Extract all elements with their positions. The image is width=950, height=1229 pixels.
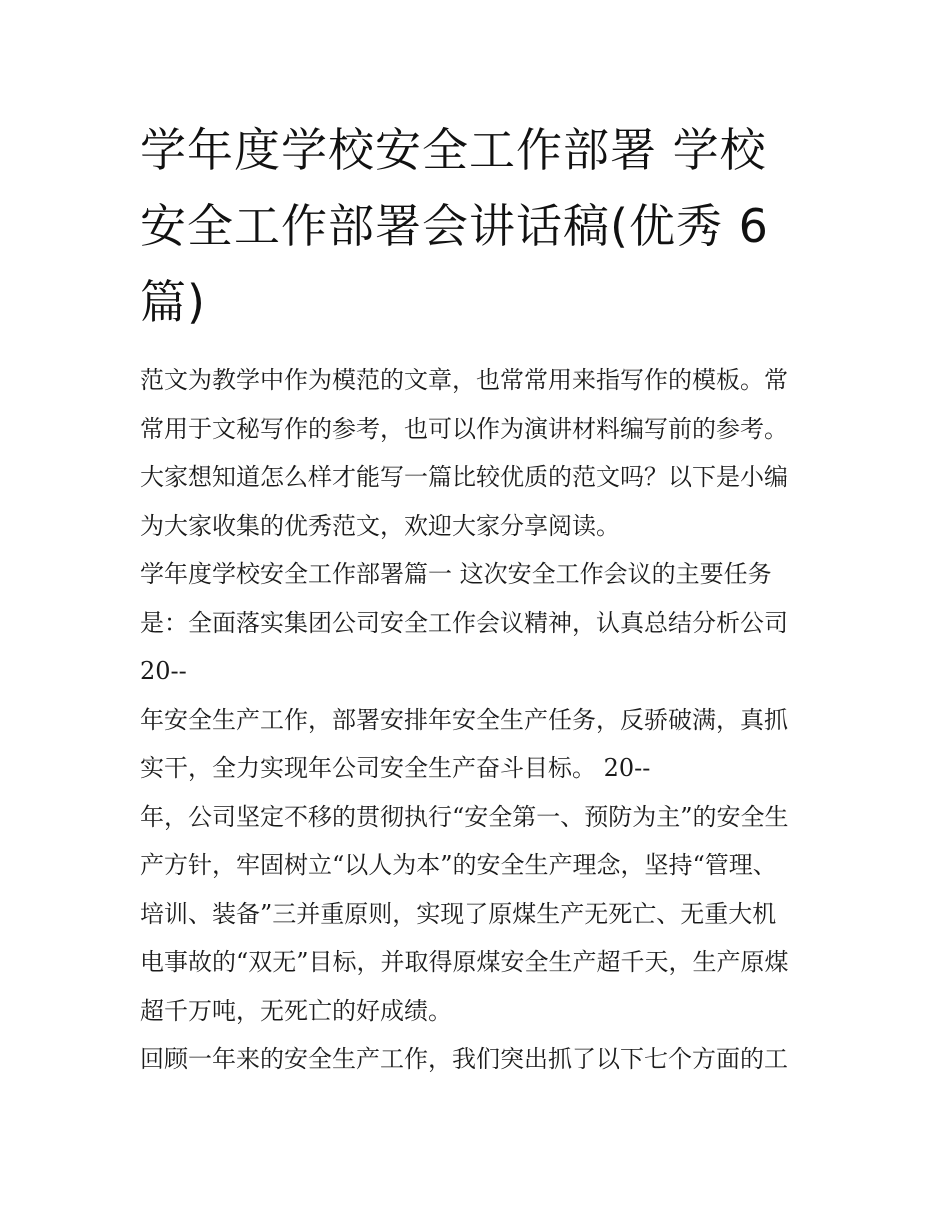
body-line: 年安全生产工作，部署安排年安全生产任务，反骄破满，真抓 — [140, 705, 788, 734]
body-line: 为大家收集的优秀范文，欢迎大家分享阅读。 — [140, 511, 620, 540]
title-line: 篇) — [140, 275, 206, 329]
body-line: 20-- — [140, 657, 187, 685]
body-line: 年，公司坚定不移的贯彻执行“安全第一、预防为主”的安全生 — [140, 802, 789, 831]
body-line: 范文为教学中作为模范的文章，也常常用来指写作的模板。常 — [140, 366, 788, 394]
title-line: 安全工作部署会讲话稿(优秀 6 — [140, 199, 769, 253]
body-line: 常用于文秘写作的参考，也可以作为演讲材料编写前的参考。 — [140, 414, 788, 443]
title-line: 学年度学校安全工作部署 学校 — [140, 123, 767, 177]
body-line: 学年度学校安全工作部署篇一 这次安全工作会议的主要任务 — [140, 560, 772, 588]
body-line: 超千万吨，无死亡的好成绩。 — [140, 996, 452, 1025]
body-line: 回顾一年来的安全生产工作，我们突出抓了以下七个方面的工 — [140, 1045, 788, 1073]
body-line: 产方针，牢固树立“以人为本”的安全生产理念，坚持“管理、 — [140, 851, 777, 879]
document-body — [140, 356, 820, 1084]
body-line: 实干，全力实现年公司安全生产奋斗目标。 20-- — [140, 754, 651, 782]
body-line: 电事故的“双无”目标，并取得原煤安全生产超千天，生产原煤 — [140, 948, 789, 976]
body-line: 大家想知道怎么样才能写一篇比较优质的范文吗？以下是小编 — [140, 463, 788, 491]
body-line: 是：全面落实集团公司安全工作会议精神，认真总结分析公司 — [140, 608, 788, 637]
document-title — [140, 112, 820, 340]
body-line: 培训、装备”三并重原则，实现了原煤生产无死亡、无重大机 — [140, 899, 777, 928]
